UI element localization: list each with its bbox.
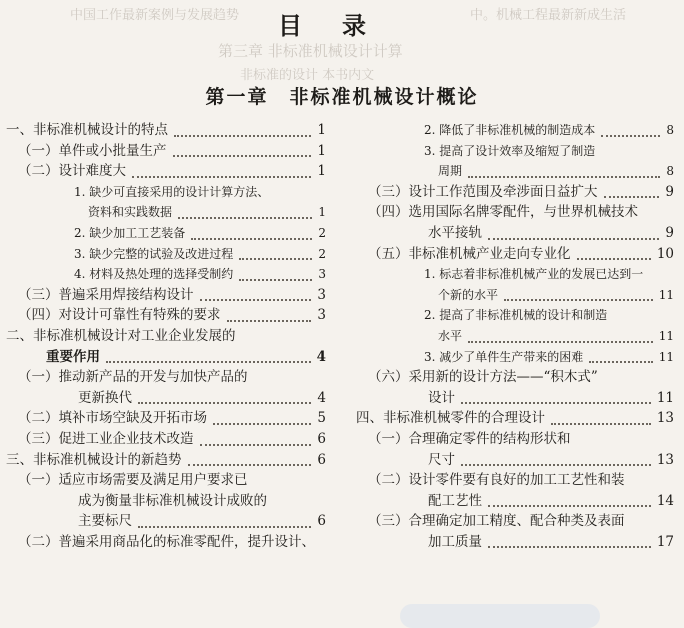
toc-entry-text: 成为衡量非标准机械设计成败的 bbox=[78, 492, 267, 509]
toc-leader-dots bbox=[178, 196, 312, 219]
toc-entry bbox=[356, 491, 678, 512]
toc-entry-text: 水平接轨 bbox=[428, 224, 482, 241]
toc-leader-dots bbox=[461, 444, 651, 467]
toc-entry-text: （三）合理确定加工精度、配合种类及表面 bbox=[368, 513, 625, 530]
toc-page-number: 13 bbox=[656, 410, 674, 427]
toc-entry-text: （二）设计零件要有良好的加工工艺性和装 bbox=[368, 472, 625, 489]
toc-entry-text: 四、非标准机械零件的合理设计 bbox=[356, 410, 545, 427]
toc-entry bbox=[6, 347, 330, 368]
chapter-heading: 第一章 非标准机械设计概论 bbox=[205, 86, 479, 108]
toc-leader-dots bbox=[227, 299, 311, 322]
toc-page-number: 6 bbox=[317, 430, 326, 447]
toc-page-number: 8 bbox=[666, 164, 674, 179]
toc-entry bbox=[356, 285, 678, 306]
toc-entry-text: 加工质量 bbox=[428, 533, 482, 550]
toc-entry-text: 1. 标志着非标准机械产业的发展已达到一 bbox=[424, 267, 644, 282]
toc-entry-text: 2. 提高了非标准机械的设计和制造 bbox=[424, 308, 608, 323]
toc-entry-text: （三）促进工业企业技术改造 bbox=[18, 430, 194, 447]
toc-entry-text: 重要作用 bbox=[46, 348, 100, 365]
toc-entry-text: 3. 缺少完整的试验及改进过程 bbox=[74, 246, 234, 261]
toc-page-number: 2 bbox=[318, 246, 326, 261]
toc-entry-text: 设计 bbox=[428, 389, 455, 406]
toc-entry-text: （一）合理确定零件的结构形状和 bbox=[368, 430, 571, 447]
toc-page-number: 11 bbox=[658, 287, 674, 302]
toc-page-number: 2 bbox=[318, 225, 326, 240]
page-title: 目录 bbox=[278, 11, 406, 40]
toc-page-number: 9 bbox=[665, 183, 674, 200]
toc-leader-dots bbox=[504, 279, 653, 302]
toc-page-number: 4 bbox=[317, 389, 326, 406]
toc-entry bbox=[6, 532, 330, 553]
toc-entry-text: 水平 bbox=[438, 328, 463, 343]
toc-entry bbox=[356, 408, 678, 429]
toc-entry-text: 主要标尺 bbox=[78, 513, 132, 530]
toc-leader-dots bbox=[468, 155, 660, 178]
toc-leader-dots bbox=[461, 382, 651, 405]
toc-leader-dots bbox=[551, 402, 651, 425]
toc-entry-text: 周期 bbox=[438, 164, 463, 179]
toc-leader-dots bbox=[488, 217, 659, 240]
toc-page-number: 1 bbox=[317, 163, 326, 180]
toc-entry-text: 资料和实践数据 bbox=[88, 205, 173, 220]
bleed-text-line3: 非标准的设计 本书内文 bbox=[240, 68, 375, 83]
toc-leader-dots bbox=[106, 341, 311, 364]
toc-entry-text: （四）对设计可靠性有特殊的要求 bbox=[18, 307, 221, 324]
toc-entry bbox=[356, 450, 678, 471]
toc-entry-text: （五）非标准机械产业走向专业化 bbox=[368, 245, 571, 262]
toc-leader-dots bbox=[488, 485, 651, 508]
bleed-through-band bbox=[400, 604, 600, 628]
toc-leader-dots bbox=[174, 114, 311, 137]
toc-page-number: 3 bbox=[317, 307, 326, 324]
toc-leader-dots bbox=[589, 341, 653, 364]
toc-leader-dots bbox=[200, 279, 311, 302]
toc-entry-text: 配工艺性 bbox=[428, 492, 482, 509]
toc-column-right bbox=[356, 120, 678, 552]
toc-entry bbox=[6, 450, 330, 471]
toc-entry bbox=[6, 470, 330, 491]
toc-entry-text: （三）设计工作范围及牵涉面日益扩大 bbox=[368, 183, 598, 200]
toc-entry-text: 一、非标准机械设计的特点 bbox=[6, 122, 168, 138]
toc-entry bbox=[6, 511, 330, 532]
toc-entry-text: （六）采用新的设计方法——“积木式” bbox=[368, 369, 598, 386]
toc-leader-dots bbox=[132, 155, 311, 178]
toc-page-number: 11 bbox=[658, 328, 674, 343]
toc-page-number: 1 bbox=[317, 142, 326, 159]
toc-page-number: 1 bbox=[318, 205, 326, 220]
toc-page-number: 3 bbox=[317, 286, 326, 303]
toc-page-number: 13 bbox=[656, 451, 674, 468]
toc-entry-text: （二）普遍采用商品化的标准零配件，提升设计、 bbox=[18, 533, 315, 550]
toc-entry-text: 3. 减少了单件生产带来的困难 bbox=[424, 349, 584, 364]
bleed-text-top-left: 中国工作最新案例与发展趋势 bbox=[70, 8, 240, 23]
toc-entry-text: （二）设计难度大 bbox=[18, 163, 126, 180]
toc-leader-dots bbox=[577, 238, 651, 261]
toc-entry bbox=[6, 161, 330, 182]
toc-page-number: 10 bbox=[656, 245, 674, 262]
toc-entry-text: （一）适应市场需要及满足用户要求已 bbox=[18, 472, 248, 489]
bleed-text-top-right: 中。机械工程最新新成生活 bbox=[470, 8, 627, 23]
toc-entry-text: 1. 缺少可直接采用的设计计算方法、 bbox=[74, 184, 270, 199]
toc-page-number: 6 bbox=[317, 513, 326, 530]
toc-entry-text: 更新换代 bbox=[78, 389, 132, 406]
toc-leader-dots bbox=[191, 217, 312, 240]
toc-entry-text: 二、非标准机械设计对工业企业发展的 bbox=[6, 327, 236, 344]
toc-page-number: 4 bbox=[316, 348, 326, 365]
toc-leader-dots bbox=[200, 423, 311, 446]
toc-entry-text: 三、非标准机械设计的新趋势 bbox=[6, 451, 182, 468]
toc-entry-text: 个新的水平 bbox=[438, 287, 499, 302]
toc-leader-dots bbox=[188, 444, 311, 467]
toc-leader-dots bbox=[239, 258, 312, 281]
toc-leader-dots bbox=[213, 402, 311, 425]
toc-page-number: 14 bbox=[656, 492, 674, 509]
toc-leader-dots bbox=[601, 114, 660, 137]
toc-page-number: 6 bbox=[317, 451, 326, 468]
toc-leader-dots bbox=[138, 382, 311, 405]
toc-leader-dots bbox=[239, 238, 312, 261]
toc-page-number: 17 bbox=[656, 533, 674, 550]
toc-entry-text: （一）单件或小批量生产 bbox=[18, 142, 167, 159]
toc-entry-text: （三）普遍采用焊接结构设计 bbox=[18, 286, 194, 303]
toc-page-number: 11 bbox=[658, 349, 674, 364]
toc-page-number: 11 bbox=[656, 389, 674, 406]
toc-page-number: 8 bbox=[666, 123, 674, 137]
toc-entry-text: 3. 提高了设计效率及缩短了制造 bbox=[424, 143, 596, 158]
toc-leader-dots bbox=[138, 505, 311, 528]
toc-entry bbox=[356, 532, 678, 553]
toc-entry-text: 4. 材料及热处理的选择受制约 bbox=[74, 267, 234, 282]
toc-page-number: 5 bbox=[317, 410, 326, 427]
toc-leader-dots bbox=[173, 135, 311, 158]
toc-entry-text: 2. 降低了非标准机械的制造成本 bbox=[424, 123, 596, 137]
toc-entry-text: 尺寸 bbox=[428, 451, 455, 468]
toc-page-number: 9 bbox=[665, 224, 674, 241]
toc-entry bbox=[356, 347, 678, 368]
toc-column-left bbox=[6, 120, 330, 552]
toc-page-number: 1 bbox=[317, 122, 326, 138]
toc-entry-text: 2. 缺少加工工艺装备 bbox=[74, 225, 186, 240]
toc-entry bbox=[6, 305, 330, 326]
toc-leader-dots bbox=[468, 320, 653, 343]
toc-leader-dots bbox=[488, 526, 651, 549]
toc-page-number: 3 bbox=[318, 267, 326, 282]
toc-entry bbox=[356, 182, 678, 203]
bleed-text-line2: 第三章 非标准机械设计计算 bbox=[218, 42, 403, 60]
toc-entry bbox=[356, 120, 678, 141]
toc-entry-text: （二）填补市场空缺及开拓市场 bbox=[18, 410, 207, 427]
toc-leader-dots bbox=[604, 176, 659, 199]
toc-entry bbox=[356, 244, 678, 265]
toc-entry-text: （四）选用国际名牌零配件，与世界机械技术 bbox=[368, 204, 638, 221]
toc-entry-text: （一）推动新产品的开发与加快产品的 bbox=[18, 369, 248, 386]
